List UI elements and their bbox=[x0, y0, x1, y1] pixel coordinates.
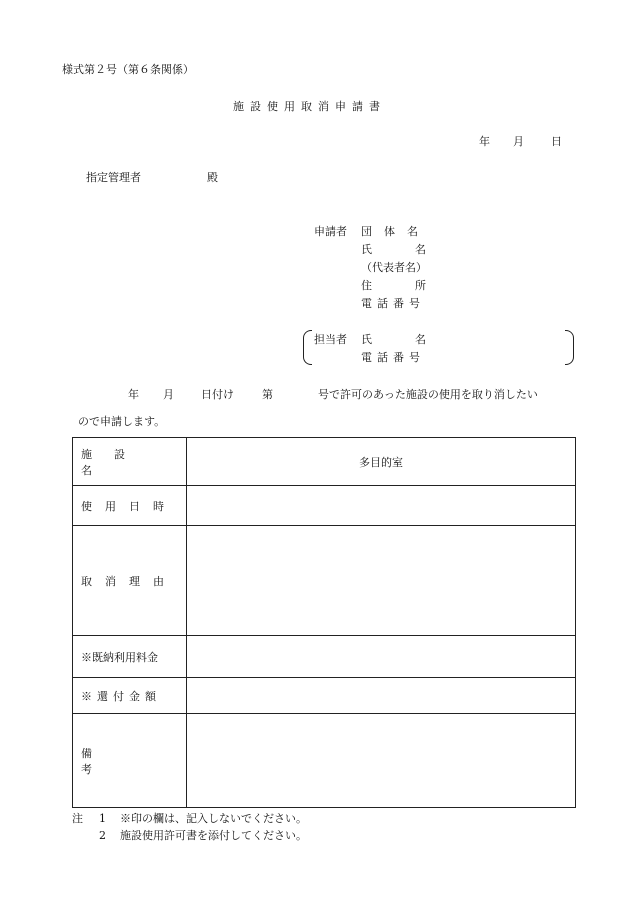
body-year-label: 年 bbox=[128, 388, 139, 401]
date-month-label: 月 bbox=[513, 135, 524, 148]
usage-datetime-label: 使用日時 bbox=[81, 499, 177, 513]
facility-name-value-cell[interactable] bbox=[187, 438, 576, 486]
facility-name-label: 施設名 bbox=[81, 447, 147, 477]
note-1-text: ※印の欄は、記入しないでください。 bbox=[120, 812, 307, 825]
table-row bbox=[73, 526, 576, 636]
usage-datetime-value-cell[interactable] bbox=[187, 486, 576, 526]
cancel-reason-label: 取消理由 bbox=[81, 574, 177, 588]
usage-datetime-label-cell bbox=[73, 486, 187, 526]
table-row bbox=[73, 636, 576, 678]
remarks-value-cell[interactable] bbox=[187, 714, 576, 808]
contact-name-label: 氏名 bbox=[361, 333, 469, 346]
table-row bbox=[73, 438, 576, 486]
applicant-org-name-text: 団体名 bbox=[361, 225, 430, 238]
contact-bracket-right bbox=[565, 330, 574, 365]
body-text-line2: ので申請します。 bbox=[78, 415, 166, 428]
table-row bbox=[73, 486, 576, 526]
body-text-rest: 号で許可のあった施設の使用を取り消したい bbox=[318, 388, 538, 401]
facility-name-label-cell bbox=[73, 438, 187, 486]
form-number: 様式第２号（第６条関係） bbox=[62, 63, 194, 76]
date-day-label: 日 bbox=[551, 135, 562, 148]
refund-amount-label: ※還付金額 bbox=[81, 689, 161, 703]
paid-fee-label: ※既納利用料金 bbox=[81, 650, 158, 664]
paid-fee-value-cell[interactable] bbox=[187, 636, 576, 678]
applicant-address-label: 住所 bbox=[361, 279, 469, 292]
remarks-label-cell bbox=[73, 714, 187, 808]
date-year-label: 年 bbox=[479, 135, 490, 148]
applicant-rep-name-label: （代表者名） bbox=[361, 261, 427, 274]
notes-heading: 注 bbox=[72, 812, 83, 825]
applicant-name-label: 氏名 bbox=[361, 243, 469, 256]
cancel-reason-label-cell bbox=[73, 526, 187, 636]
paid-fee-label-cell bbox=[73, 636, 187, 678]
application-table bbox=[72, 437, 576, 808]
applicant-org-name-label bbox=[361, 225, 430, 238]
table-row bbox=[73, 678, 576, 714]
contact-bracket-left bbox=[303, 330, 312, 365]
note-2-number: 2 bbox=[99, 829, 106, 842]
body-day-suffix: 日付け bbox=[201, 388, 234, 401]
facility-name-value: 多目的室 bbox=[359, 455, 403, 469]
contact-heading: 担当者 bbox=[314, 333, 347, 346]
form-title: 施設使用取消申請書 bbox=[233, 100, 386, 113]
addressee-honorific: 殿 bbox=[207, 171, 218, 184]
cancel-reason-value-cell[interactable] bbox=[187, 526, 576, 636]
addressee-label: 指定管理者 bbox=[86, 171, 141, 184]
body-month-label: 月 bbox=[163, 388, 174, 401]
contact-phone-label: 電話番号 bbox=[361, 351, 425, 364]
note-2-text: 施設使用許可書を添付してください。 bbox=[120, 829, 307, 842]
body-dai-label: 第 bbox=[262, 388, 273, 401]
note-1-number: 1 bbox=[99, 812, 106, 825]
applicant-phone-label: 電話番号 bbox=[361, 297, 425, 310]
refund-amount-label-cell bbox=[73, 678, 187, 714]
table-row bbox=[73, 714, 576, 808]
remarks-label: 備考 bbox=[81, 746, 158, 776]
refund-amount-value-cell[interactable] bbox=[187, 678, 576, 714]
applicant-heading: 申請者 bbox=[314, 225, 347, 238]
